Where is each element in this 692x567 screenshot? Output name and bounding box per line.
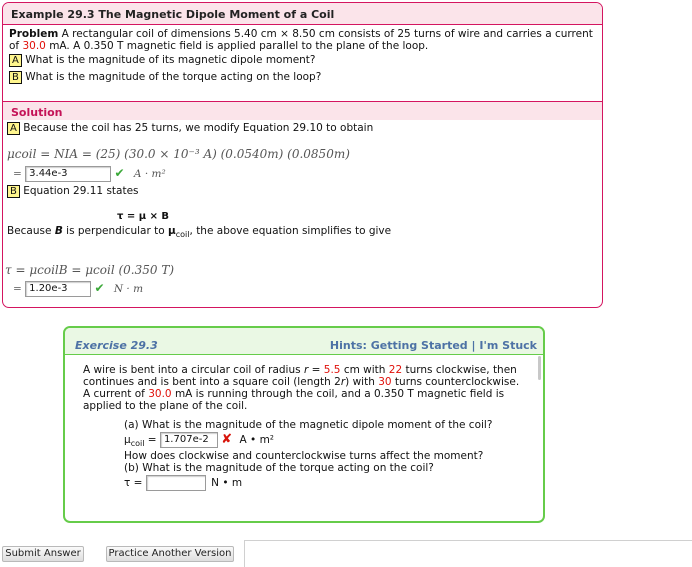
equals-sign-2: = <box>13 283 22 295</box>
tau-label: τ = <box>124 477 143 489</box>
check-icon: ✔ <box>94 281 105 295</box>
solution-a-text: Because the coil has 25 turns, we modify Equation 29.10 to obtain <box>23 122 374 134</box>
problem-text-post: mA. A 0.350 T magnetic field is applied parallel to the plane of the loop. <box>49 40 429 52</box>
exercise-line-2: continues and is bent into a square coil (length 2r) with 30 turns counterclockwise. <box>83 376 520 388</box>
problem-text-1: A rectangular coil of dimensions 5.40 cm × 8.50 cm consists of 25 turns of wire and carries a current <box>61 28 593 40</box>
exercise-line-3: A current of 30.0 mA is running through the coil, and a 0.350 T magnetic field is <box>83 388 505 400</box>
solution-b-line <box>7 185 139 198</box>
part-b-question <box>9 71 321 84</box>
tau-unit: N • m <box>211 477 243 489</box>
exercise-line-4: applied to the plane of the coil. <box>83 400 248 412</box>
equation-dipole-moment: μcoil = NIA = (25) (30.0 × 10⁻³ A) (0.0540m) (0.0850m) <box>7 147 350 161</box>
problem-current-value: 30.0 <box>22 40 46 52</box>
because-B: B <box>54 225 63 237</box>
equation-torque-simplified: τ = μcoilB = μcoil (0.350 T) <box>5 263 175 277</box>
submit-answer-button[interactable]: Submit Answer <box>2 546 84 562</box>
part-b-tag: B <box>9 71 22 84</box>
exercise-part-b-question: (b) What is the magnitude of the torque acting on the coil? <box>124 462 434 474</box>
because-mu-sub: coil <box>175 230 190 240</box>
part-a-question <box>9 54 316 67</box>
problem-text-pre: of <box>9 40 20 52</box>
turns-counterclockwise-value: 30 <box>378 376 392 388</box>
solution-divider <box>3 101 602 120</box>
exercise-body <box>83 364 519 412</box>
mu-sub: coil <box>130 439 145 449</box>
hints-bar <box>330 339 537 352</box>
hints-stuck-link[interactable]: I'm Stuck <box>479 339 537 352</box>
exercise-part-a-question: (a) What is the magnitude of the magnetic dipole moment of the coil? <box>124 419 493 431</box>
because-text-2: is perpendicular to <box>66 225 165 237</box>
exercise-scrollbar[interactable] <box>538 356 541 380</box>
radius-value: 5.5 <box>323 364 341 376</box>
exercise-how-question: How does clockwise and counterclockwise turns affect the moment? <box>124 450 484 462</box>
because-mu: μ <box>168 225 176 237</box>
tau-answer-field[interactable] <box>146 475 206 491</box>
exercise-panel <box>63 326 545 523</box>
torque-equation: τ = μ × B <box>117 211 170 222</box>
because-line <box>7 225 391 239</box>
part-a-tag: A <box>9 54 22 67</box>
answer-row-1 <box>13 166 166 182</box>
tau-answer-row <box>124 475 242 491</box>
equals-sign-1: = <box>13 168 22 180</box>
solution-b-tag: B <box>7 185 20 198</box>
solution-a-line <box>7 122 373 135</box>
bottom-separator-horizontal <box>244 540 692 541</box>
dipole-moment-answer-field[interactable]: 3.44e-3 <box>25 166 111 182</box>
mu-equals: = <box>147 434 157 446</box>
solution-a-tag: A <box>7 122 20 135</box>
current-value: 30.0 <box>148 388 172 400</box>
exercise-title: Exercise 29.3 <box>75 339 158 352</box>
example-title: Example 29.3 The Magnetic Dipole Moment of a Coil <box>11 8 335 21</box>
torque-answer-field[interactable]: 1.20e-3 <box>25 281 91 297</box>
mu-label: μ <box>124 434 131 446</box>
answer-row-2 <box>13 281 143 297</box>
practice-another-version-button[interactable]: Practice Another Version <box>106 546 234 562</box>
dipole-moment-unit: A · m² <box>133 168 166 180</box>
mu-answer-field[interactable]: 1.707e-2 <box>160 432 218 448</box>
turns-clockwise-value: 22 <box>388 364 403 376</box>
solution-header: Solution <box>11 106 63 119</box>
part-b-text: What is the magnitude of the torque acting on the loop? <box>25 71 322 83</box>
torque-unit: N · m <box>113 283 144 295</box>
problem-line-1 <box>9 28 593 40</box>
problem-line-2 <box>9 40 428 52</box>
hints-getting-started-link[interactable]: Hints: Getting Started <box>329 339 468 352</box>
solution-b-text: Equation 29.11 states <box>23 185 139 197</box>
hints-separator: | <box>471 339 476 352</box>
mu-unit: A • m² <box>239 434 275 446</box>
problem-label: Problem <box>9 28 59 40</box>
example-panel <box>2 2 603 308</box>
because-text-1: Because <box>7 225 52 237</box>
wrong-icon: ✘ <box>221 432 233 447</box>
check-icon: ✔ <box>114 166 125 180</box>
because-text-3: , the above equation simplifies to give <box>189 225 392 237</box>
part-a-text: What is the magnitude of its magnetic dipole moment? <box>25 54 316 66</box>
mu-answer-row <box>124 432 274 448</box>
bottom-separator <box>244 540 245 567</box>
exercise-line-1: A wire is bent into a circular coil of radius r = 5.5 cm with 22 turns clockwise, then <box>83 364 517 376</box>
